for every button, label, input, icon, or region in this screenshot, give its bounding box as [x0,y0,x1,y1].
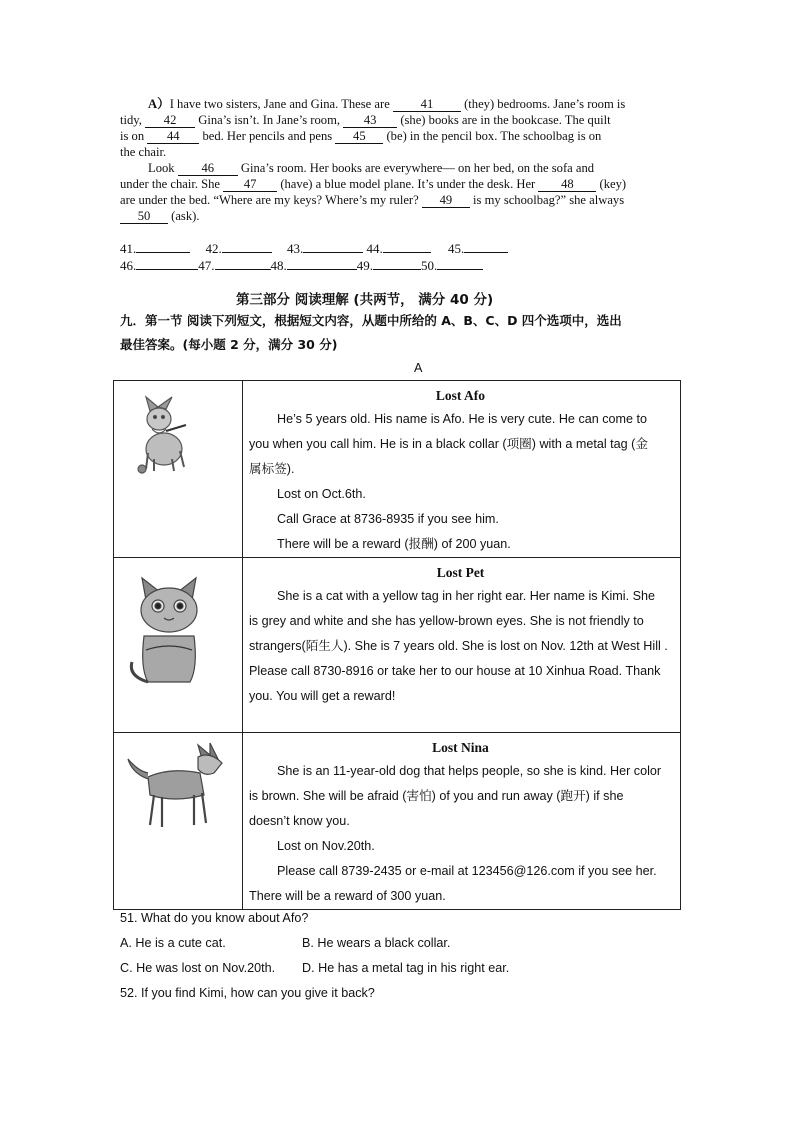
ad-text [249,584,672,609]
ad-lost-pet [243,558,681,733]
question-52: 52. If you find Kimi, how can you give it back? [120,986,375,1000]
answer-line-49[interactable] [373,257,421,270]
nina-image-cell [114,733,243,910]
answer-label: 47. [198,258,215,273]
text: (they) bedrooms. Jane’s room is [460,97,626,111]
answer-line-50[interactable] [437,257,483,270]
ad-text: you when you call him. He is in a black collar (项圈) with a metal tag (金 [249,437,648,451]
afo-image-cell [114,381,243,558]
blank-50[interactable]: 50 [120,209,168,224]
answer-label: 49. [356,258,373,273]
husky-dog-illustration [114,733,242,843]
text: bed. Her pencils and pens [199,129,336,143]
ad-text: is grey and white and she has yellow-brown eyes. She is not friendly to [249,614,644,628]
option-51-a[interactable]: A. He is a cute cat. [120,936,226,950]
text: Gina’s isn’t. In Jane’s room, [195,113,344,127]
lost-pets-table [113,380,681,910]
cat-illustration [114,558,242,698]
passage-line-4: the chair. [120,145,167,159]
text: under the chair. She [120,177,224,191]
passage-line-1 [148,96,625,112]
text: is on [120,129,148,143]
ad-text: Lost on Oct.6th. [277,487,366,501]
answer-line-42[interactable] [222,240,272,253]
blank-43[interactable]: 43 [343,113,397,128]
text: tidy, [120,113,146,127]
blank-41[interactable]: 41 [393,97,461,112]
blank-48[interactable]: 48 [538,177,596,192]
ad-text: There will be a reward (报酬) of 200 yuan. [277,537,511,551]
passage-line-7 [120,192,624,208]
text: Look [148,161,178,175]
ad-title: Lost Nina [432,740,489,755]
ad-text: is brown. She will be afraid (害怕) of you and run away (跑开) if she [249,789,624,803]
ad-text: Call Grace at 8736-8935 if you see him. [277,512,499,526]
answer-line-45[interactable] [464,240,508,253]
question-51: 51. What do you know about Afo? [120,911,309,925]
blank-46[interactable]: 46 [178,161,238,176]
ad-text: 属标签). [249,462,295,476]
ad-text: you. You will get a reward! [249,689,396,703]
answer-label: 44. [366,241,383,256]
ad-text: strangers(陌生人). She is 7 years old. She is lost on Nov. 12th at West Hill . [249,639,668,653]
blank-42[interactable]: 42 [145,113,195,128]
answer-label: 42. [205,241,222,256]
answer-row-1 [120,240,508,257]
answer-label: 45. [448,241,465,256]
answer-label: 46. [120,258,137,273]
text: She is a cat with a yellow tag in her right ear. Her name is Kimi. She [277,589,655,603]
text: (have) a blue model plane. It’s under the desk. Her [277,177,539,191]
answer-line-48[interactable] [287,257,357,270]
ad-text [249,407,672,432]
ad-text: Please call 8730-8916 or take her to our house at 10 Xinhua Road. Thank [249,664,661,678]
ad-text: There will be a reward of 300 yuan. [249,889,446,903]
text: are under the bed. “Where are my keys? Where’s my ruler? [120,193,422,207]
text: (ask). [168,209,200,223]
blank-49[interactable]: 49 [422,193,470,208]
ad-text: Please call 8739-2435 or e-mail at 123456@126.com if you see her. [277,864,657,878]
kimi-image-cell [114,558,243,733]
blank-47[interactable]: 47 [223,177,277,192]
answer-label: 41. [120,241,137,256]
answer-line-43[interactable] [303,240,363,253]
answer-label: 43. [287,241,304,256]
text: I have two sisters, Jane and Gina. These are [169,97,393,111]
passage-line-3 [120,128,601,144]
option-51-d[interactable]: D. He has a metal tag in his right ear. [302,961,510,975]
ad-title: Lost Afo [435,388,486,403]
text: (she) books are in the bookcase. The quilt [397,113,611,127]
passage-label: A） [148,97,170,111]
blank-44[interactable]: 44 [147,129,199,144]
passage-line-2 [120,112,611,128]
instruction-line-1: 九．第一节 阅读下列短文，根据短文内容，从题中所给的 A、B、C、D 四个选项中，选出 [120,313,622,328]
answer-label: 48. [270,258,287,273]
option-51-c[interactable]: C. He was lost on Nov.20th. [120,961,276,975]
table-row [114,558,681,733]
blank-45[interactable]: 45 [335,129,383,144]
answer-line-46[interactable] [136,257,198,270]
ad-text [249,759,672,784]
option-51-b[interactable]: B. He wears a black collar. [302,936,451,950]
passage-line-6 [120,176,626,192]
corgi-dog-illustration [114,381,242,501]
answer-line-41[interactable] [136,240,190,253]
passage-line-5 [148,160,594,176]
text: (be) in the pencil box. The schoolbag is on [383,129,602,143]
section-title: 第三部分 阅读理解 (共两节， 满分 40 分) [236,292,494,308]
text: He’s 5 years old. His name is Afo. He is very cute. He can come to [277,412,648,426]
ad-text: doesn’t know you. [249,814,350,828]
text: is my schoolbag?” she always [469,193,625,207]
text: Gina’s room. Her books are everywhere— on her bed, on the sofa and [237,161,595,175]
table-row [114,733,681,910]
passage-label-a: A [414,361,423,375]
ad-lost-afo [243,381,681,558]
answer-line-44[interactable] [383,240,431,253]
ad-title: Lost Pet [436,565,485,580]
ad-text: Lost on Nov.20th. [277,839,375,853]
text: She is an 11-year-old dog that helps people, so she is kind. Her color [277,764,662,778]
instruction-line-2: 最佳答案。(每小题 2 分，满分 30 分) [120,337,338,352]
table-row [114,381,681,558]
passage-line-8 [120,208,199,224]
text: (key) [596,177,627,191]
answer-label: 50. [421,258,438,273]
ad-lost-nina [243,733,681,910]
answer-row-2 [120,257,483,274]
answer-line-47[interactable] [215,257,271,270]
